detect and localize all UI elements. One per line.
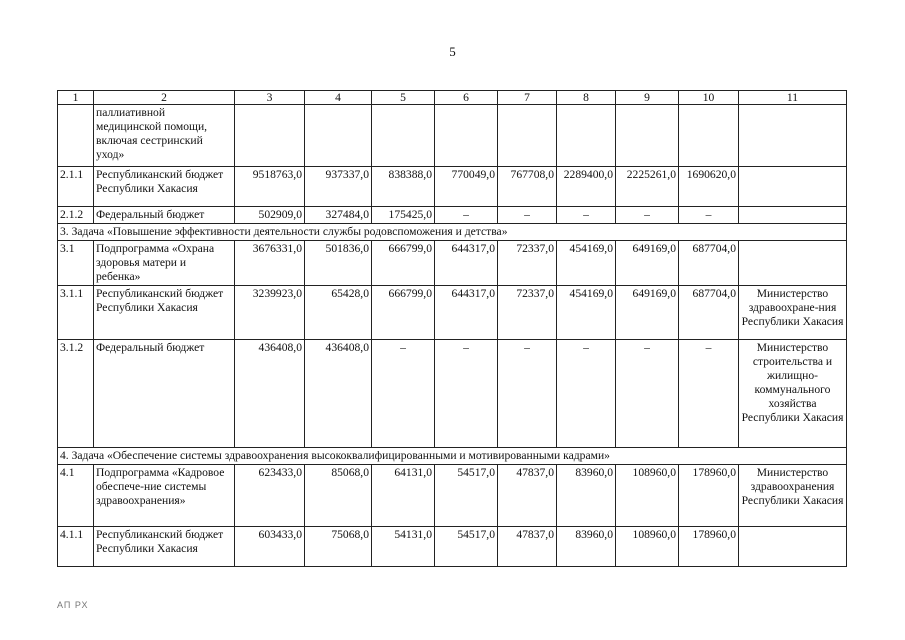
cell-y2016: 54517,0 (435, 465, 498, 527)
cell-y2019: 2225261,0 (616, 167, 679, 207)
cell-total: 623433,0 (235, 465, 305, 527)
task-title: 4. Задача «Обеспечение системы здравоохранения высококвалифицированными и мотивированными кадрами» (58, 448, 847, 465)
cell-executor: Министерство строительства и жилищно-коммунального хозяйства Республики Хакасия (739, 340, 847, 448)
cell-name: Подпрограмма «Охрана здоровья матери и ребенка» (94, 241, 235, 286)
cell-executor: Министерство здравоохране-ния Республики Хакасия (739, 286, 847, 340)
cell-code: 2.1.2 (58, 207, 94, 224)
task-row (58, 224, 847, 241)
cell-code: 3.1.2 (58, 340, 94, 448)
cell-y2019: 108960,0 (616, 527, 679, 567)
cell-total: 502909,0 (235, 207, 305, 224)
cell-y2017: 72337,0 (498, 241, 557, 286)
cell-y2014: 75068,0 (305, 527, 372, 567)
task-title: 3. Задача «Повышение эффективности деятельности службы родовспоможения и детства» (58, 224, 847, 241)
cell-y2014: 65428,0 (305, 286, 372, 340)
cell-y2015: 666799,0 (372, 241, 435, 286)
task-row (58, 448, 847, 465)
cell-y2016: 644317,0 (435, 286, 498, 340)
cell-y2018: – (557, 340, 616, 448)
cell-total (235, 105, 305, 167)
cell-y2014: 937337,0 (305, 167, 372, 207)
table-row (58, 527, 847, 567)
cell-name: Республиканский бюджет Республики Хакасия (94, 527, 235, 567)
table-row (58, 207, 847, 224)
header-cell-7: 7 (498, 91, 557, 105)
budget-table (57, 90, 847, 567)
page-number: 5 (449, 44, 456, 59)
cell-y2019: 649169,0 (616, 241, 679, 286)
table-header-row (58, 91, 847, 105)
cell-name: Подпрограмма «Кадровое обеспече-ние системы здравоохранения» (94, 465, 235, 527)
cell-y2019 (616, 105, 679, 167)
table-row (58, 105, 847, 167)
cell-y2016: – (435, 207, 498, 224)
cell-y2019: – (616, 207, 679, 224)
cell-y2015: 175425,0 (372, 207, 435, 224)
cell-code (58, 105, 94, 167)
cell-y2020: 1690620,0 (679, 167, 739, 207)
header-cell-3: 3 (235, 91, 305, 105)
cell-code: 3.1.1 (58, 286, 94, 340)
cell-y2017 (498, 105, 557, 167)
header-cell-9: 9 (616, 91, 679, 105)
cell-y2018: 454169,0 (557, 286, 616, 340)
cell-code: 3.1 (58, 241, 94, 286)
cell-y2014: 85068,0 (305, 465, 372, 527)
cell-total: 436408,0 (235, 340, 305, 448)
cell-total: 3239923,0 (235, 286, 305, 340)
cell-code: 2.1.1 (58, 167, 94, 207)
cell-name: Республиканский бюджет Республики Хакасия (94, 167, 235, 207)
table-row (58, 167, 847, 207)
header-cell-4: 4 (305, 91, 372, 105)
cell-executor: Министерство здравоохранения Республики Хакасия (739, 465, 847, 527)
cell-y2014: 436408,0 (305, 340, 372, 448)
cell-y2014: 327484,0 (305, 207, 372, 224)
cell-y2020: 687704,0 (679, 241, 739, 286)
cell-y2017: 47837,0 (498, 527, 557, 567)
cell-y2014: 501836,0 (305, 241, 372, 286)
cell-y2019: 649169,0 (616, 286, 679, 340)
cell-y2014 (305, 105, 372, 167)
table-row (58, 340, 847, 448)
cell-y2017: 72337,0 (498, 286, 557, 340)
cell-total: 9518763,0 (235, 167, 305, 207)
cell-y2019: 108960,0 (616, 465, 679, 527)
cell-y2018: 83960,0 (557, 527, 616, 567)
cell-executor (739, 167, 847, 207)
cell-executor (739, 241, 847, 286)
table-row (58, 286, 847, 340)
cell-y2017: 767708,0 (498, 167, 557, 207)
cell-y2015: – (372, 340, 435, 448)
cell-y2016: 644317,0 (435, 241, 498, 286)
cell-executor (739, 105, 847, 167)
header-cell-8: 8 (557, 91, 616, 105)
cell-y2017: – (498, 340, 557, 448)
cell-name: Республиканский бюджет Республики Хакасия (94, 286, 235, 340)
cell-y2017: 47837,0 (498, 465, 557, 527)
cell-y2015: 666799,0 (372, 286, 435, 340)
cell-y2020: – (679, 340, 739, 448)
cell-y2018: 83960,0 (557, 465, 616, 527)
cell-code: 4.1.1 (58, 527, 94, 567)
cell-y2015: 54131,0 (372, 527, 435, 567)
cell-y2015: 838388,0 (372, 167, 435, 207)
cell-y2015 (372, 105, 435, 167)
header-cell-1: 1 (58, 91, 94, 105)
cell-code: 4.1 (58, 465, 94, 527)
cell-name: Федеральный бюджет (94, 340, 235, 448)
cell-y2015: 64131,0 (372, 465, 435, 527)
cell-executor (739, 207, 847, 224)
cell-y2020: 178960,0 (679, 465, 739, 527)
cell-y2016: – (435, 340, 498, 448)
header-cell-6: 6 (435, 91, 498, 105)
cell-y2020: 687704,0 (679, 286, 739, 340)
cell-y2019: – (616, 340, 679, 448)
cell-total: 3676331,0 (235, 241, 305, 286)
cell-y2017: – (498, 207, 557, 224)
header-cell-2: 2 (94, 91, 235, 105)
cell-y2016: 770049,0 (435, 167, 498, 207)
header-cell-5: 5 (372, 91, 435, 105)
cell-name: Федеральный бюджет (94, 207, 235, 224)
cell-total: 603433,0 (235, 527, 305, 567)
cell-y2016 (435, 105, 498, 167)
archive-stamp: АП РХ (57, 600, 89, 610)
cell-y2020 (679, 105, 739, 167)
cell-y2018: 454169,0 (557, 241, 616, 286)
table-row (58, 241, 847, 286)
cell-y2018: – (557, 207, 616, 224)
cell-executor (739, 527, 847, 567)
header-cell-11: 11 (739, 91, 847, 105)
table-row (58, 465, 847, 527)
cell-name: паллиативной медицинской помощи, включая сестринский уход» (94, 105, 235, 167)
cell-y2016: 54517,0 (435, 527, 498, 567)
header-cell-10: 10 (679, 91, 739, 105)
cell-y2018: 2289400,0 (557, 167, 616, 207)
cell-y2020: 178960,0 (679, 527, 739, 567)
cell-y2018 (557, 105, 616, 167)
cell-y2020: – (679, 207, 739, 224)
